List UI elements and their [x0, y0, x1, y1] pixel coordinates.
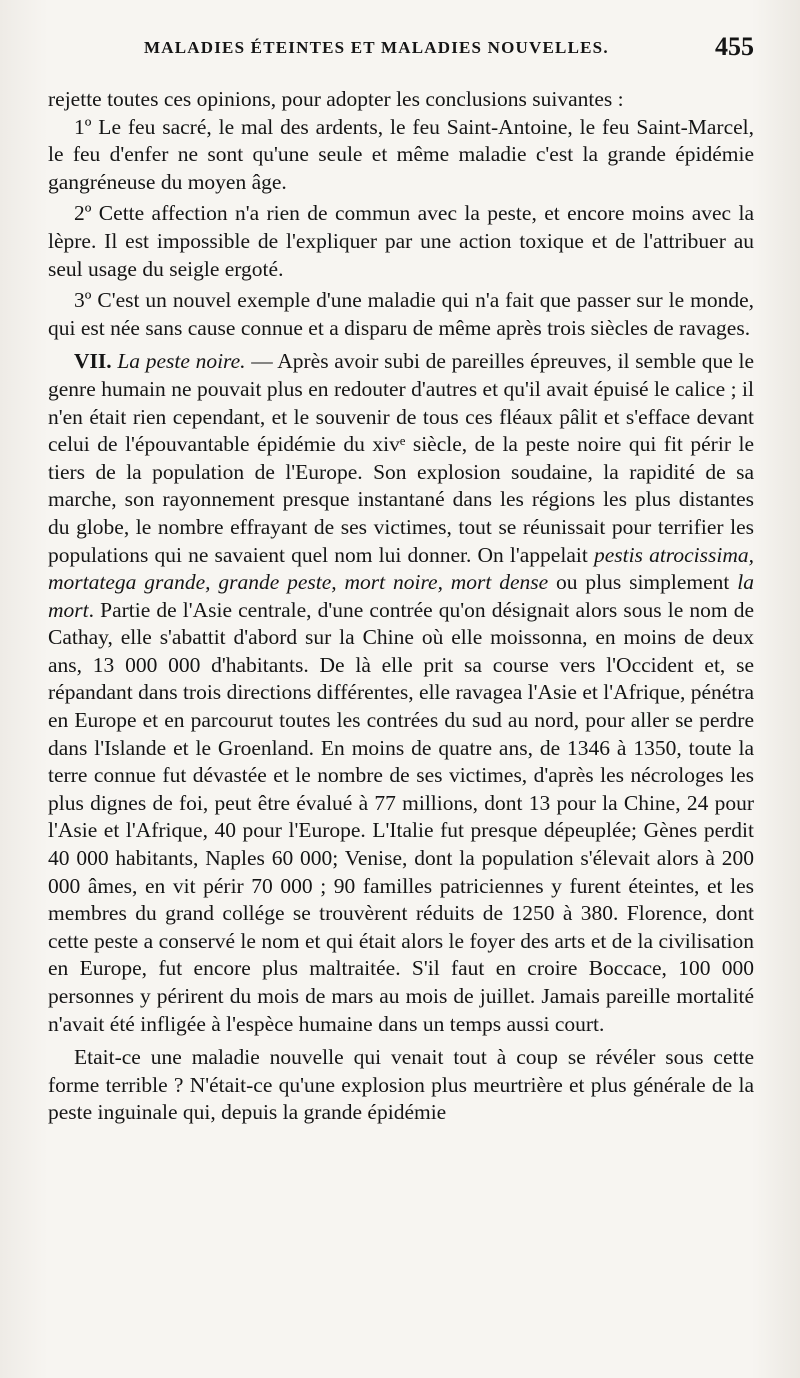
conclusion-1-text: Le feu sacré, le mal des ardents, le feu Saint-Antoine, le feu Saint-Marcel, le feu d'enfer ne sont qu'une seule et même maladie c'est la grande épidémie gangréneuse du moyen âge. [48, 114, 754, 194]
section-vii-text-1: — Après avoir subi de pareilles épreuves, il semble que le genre humain ne pouvait plus en redouter d'autres et qu'il avait épuisé le calice ; il n'en était rien cependant, et le souvenir de tous ces fléaux pâlit et s'efface devant celui de l'épouvantable épidémie du xivᵉ siècle, de la peste noire qui fit périr le tiers de la population de l'Europe. Son explosion soudaine, la rapidité de sa marche, son rayonnement presque instantané dans les régions les plus distantes du globe, le nombre effrayant de ses victimes, tout se réunissait pour terrifier les populations qui ne savaient quel nom lui donner. On l'appelait [48, 349, 755, 567]
conclusion-1-number: 1º [74, 114, 92, 139]
body-text [48, 86, 754, 1127]
conclusion-2-text: Cette affection n'a rien de commun avec la peste, et encore moins avec la lèpre. Il est impossible de l'expliquer par une action toxique et de l'attribuer au seul usage du seigle ergoté. [48, 201, 754, 281]
la-mort: la mort [48, 570, 754, 622]
page-number: 455 [715, 32, 754, 61]
conclusion-2 [48, 200, 754, 283]
conclusion-3 [48, 287, 754, 342]
conclusion-2-number: 2º [74, 201, 92, 226]
conclusion-3-number: 3º [74, 288, 92, 313]
section-vii-number: VII. [74, 349, 112, 374]
running-head [0, 30, 800, 70]
section-vii-text-2: ou plus simplement [548, 570, 738, 595]
running-head-title: MALADIES ÉTEINTES ET MALADIES NOUVELLES. [144, 38, 609, 57]
section-vii-text-3: . Partie de l'Asie centrale, d'une contrée qu'on désignait alors sous le nom de Cathay, elle s'abattit d'abord sur la Chine où elle moissonna, en moins de deux ans, 13 000 000 d'habitants. De là elle prit sa course vers l'Occident et, se répandant dans trois directions différentes, elle ravagea l'Asie et l'Afrique, pénétra en Europe et en parcourut toutes les contrées du sud au nord, pour aller se perdre dans l'Islande et le Groenland. En moins de quatre ans, de 1346 à 1350, toute la terre connue fut dévastée et le nombre de ses victimes, d'après les nécrologes les plus dignes de foi, peut être évalué à 77 millions, dont 13 pour la Chine, 24 pour l'Asie et l'Afrique, 40 pour l'Europe. L'Italie fut presque dépeuplée; Gènes perdit 40 000 habitants, Naples 60 000; Venise, dont la population s'élevait alors à 200 000 âmes, en vit périr 70 000 ; 90 familles patriciennes y furent éteintes, et les membres du grand collége se trouvèrent réduits de 1250 à 380. Florence, dont cette peste a conservé le nom et qui était alors le foyer des arts et de la civilisation en Europe, fut encore plus maltraitée. S'il faut en croire Boccace, 100 000 personnes y périrent du mois de mars au mois de juillet. Jamais pareille mortalité n'avait été infligée à l'espèce humaine dans un temps aussi court. [48, 597, 754, 1036]
section-vii-title: La peste noire. [117, 349, 246, 374]
conclusion-1 [48, 114, 754, 197]
conclusion-3-text: C'est un nouvel exemple d'une maladie qui n'a fait que passer sur le monde, qui est née sans cause connue et a disparu de même après trois siècles de ravages. [48, 288, 754, 340]
paragraph-last: Etait-ce une maladie nouvelle qui venait tout à coup se révéler sous cette forme terrible ? N'était-ce qu'une explosion plus meurtrière et plus générale de la peste inguinale qui, depuis la grande épidémie [48, 1045, 754, 1125]
paragraph-intro: rejette toutes ces opinions, pour adopter les conclusions suivantes : [48, 87, 624, 111]
section-vii [48, 348, 754, 1038]
plague-names: pestis atrocissima, mortatega grande, grande peste, mort noire, mort dense [48, 542, 754, 595]
